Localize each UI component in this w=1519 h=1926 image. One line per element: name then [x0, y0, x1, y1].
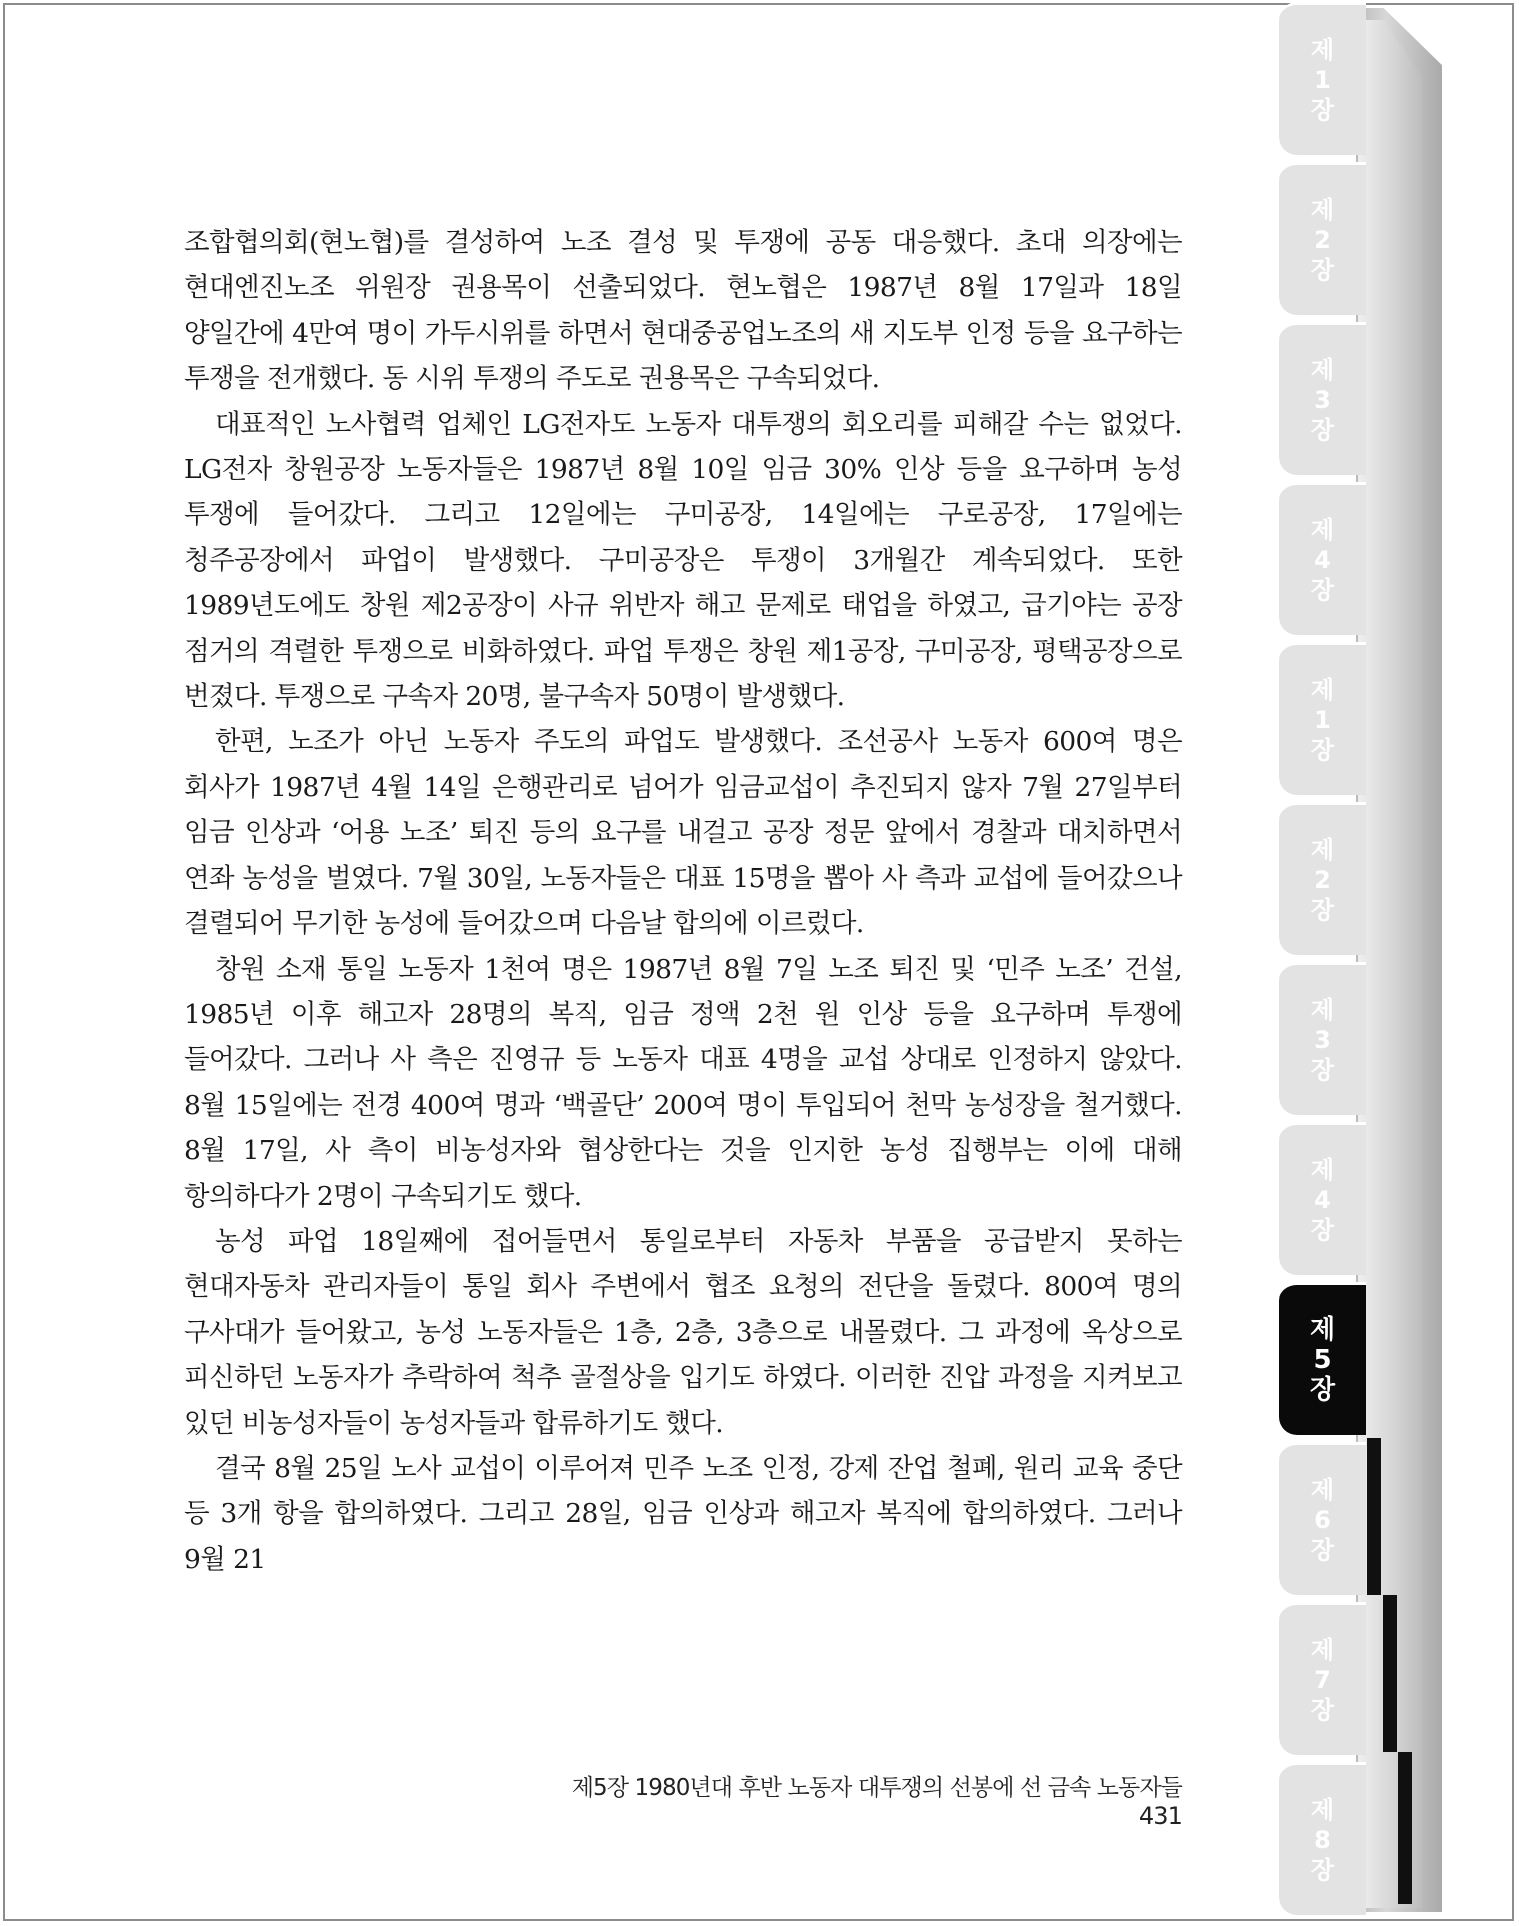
paragraph: 한편, 노조가 아닌 노동자 주도의 파업도 발생했다. 조선공사 노동자 600여 명은 회사가 1987년 4월 14일 은행관리로 넘어가 임금교섭이 추진되지 않자 7월 27일부터 임금 인상과 ‘어용 노조’ 퇴진 등의 요구를 내걸고 공장 정문 앞에서 경찰과 대치하면서 연좌 농성을 벌였다. 7월 30일, 노동자들은 대표 15명을 뽑아 사 측과 교섭에 들어갔으나 결렬되어 무기한 농성에 들어갔으며 다음날 합의에 이르렀다. [184, 726, 1182, 940]
tab-label-number: 2 [1314, 226, 1331, 254]
tab-label-prefix: 제 [1310, 1636, 1335, 1664]
tab-label-prefix: 제 [1310, 1796, 1335, 1824]
edge-mark-2 [1383, 1595, 1397, 1752]
tab-chapter-3b[interactable] [1279, 962, 1366, 1115]
edge-mark-3 [1398, 1752, 1412, 1904]
tab-label-prefix: 제 [1310, 1476, 1335, 1504]
edge-mark-1 [1367, 1438, 1381, 1595]
tab-chapter-6[interactable] [1279, 1442, 1366, 1595]
paragraph: 조합협의회(현노협)를 결성하여 노조 결성 및 투쟁에 공동 대응했다. 초대 의장에는 현대엔진노조 위원장 권용목이 선출되었다. 현노협은 1987년 8월 17일과 18일 양일간에 4만여 명이 가두시위를 하면서 현대중공업노조의 새 지도부 인정 등을 요구하는 투쟁을 전개했다. 동 시위 투쟁의 주도로 권용목은 구속되었다. [184, 227, 1182, 395]
tab-label-suffix: 장 [1310, 736, 1335, 764]
tab-chapter-1b[interactable] [1279, 642, 1366, 795]
tab-label-prefix: 제 [1310, 36, 1335, 64]
tab-label-prefix: 제 [1310, 996, 1335, 1024]
paragraph: 대표적인 노사협력 업체인 LG전자도 노동자 대투쟁의 회오리를 피해갈 수는 없었다. LG전자 창원공장 노동자들은 1987년 8월 10일 임금 30% 인상 등을 요구하며 농성 투쟁에 들어갔다. 그리고 12일에는 구미공장, 14일에는 구로공장, 17일에는 청주공장에서 파업이 발생했다. 구미공장은 투쟁이 3개월간 계속되었다. 또한 1989년도에도 창원 제2공장이 사규 위반자 해고 문제로 태업을 하였고, 급기야는 공장 점거의 격렬한 투쟁으로 비화하였다. 파업 투쟁은 창원 제1공장, 구미공장, 평택공장으로 번졌다. 투쟁으로 구속자 20명, 불구속자 50명이 발생했다. [184, 408, 1182, 713]
tab-label-suffix: 장 [1310, 416, 1335, 444]
running-title: 제5장 1980년대 후반 노동자 대투쟁의 선봉에 선 금속 노동자들 [571, 1775, 1182, 1801]
tab-label-number: 8 [1314, 1826, 1331, 1854]
tab-label-prefix: 제 [1310, 196, 1335, 224]
page-number: 431 [1138, 1802, 1182, 1830]
tab-label-number: 4 [1314, 546, 1331, 574]
tab-label-suffix: 장 [1310, 1536, 1335, 1564]
tab-chapter-8[interactable] [1279, 1762, 1366, 1915]
tab-label-suffix: 장 [1310, 1696, 1335, 1724]
tab-label-prefix: 제 [1310, 356, 1335, 384]
tab-label-suffix: 장 [1309, 1375, 1336, 1405]
tab-label-number: 4 [1314, 1186, 1331, 1214]
tab-label-suffix: 장 [1310, 96, 1335, 124]
tab-label-number: 1 [1314, 66, 1331, 94]
tab-label-prefix: 제 [1310, 516, 1335, 544]
tab-label-suffix: 장 [1310, 576, 1335, 604]
tab-label-number: 3 [1314, 386, 1331, 414]
paragraph: 농성 파업 18일째에 접어들면서 통일로부터 자동차 부품을 공급받지 못하는 현대자동차 관리자들이 통일 회사 주변에서 협조 요청의 전단을 돌렸다. 800여 명의 구사대가 들어왔고, 농성 노동자들은 1층, 2층, 3층으로 내몰렸다. 그 과정에 옥상으로 피신하던 노동자가 추락하여 척추 골절상을 입기도 하였다. 이러한 진압 과정을 지켜보고 있던 비농성자들이 농성자들과 합류하기도 했다. [184, 1225, 1182, 1439]
tab-chapter-1[interactable] [1279, 2, 1366, 155]
tab-label-suffix: 장 [1310, 1056, 1335, 1084]
tab-label-prefix: 제 [1309, 1315, 1336, 1345]
tab-label-number: 6 [1314, 1506, 1331, 1534]
paragraph: 결국 8월 25일 노사 교섭이 이루어져 민주 노조 인정, 강제 잔업 철폐, 원리 교육 중단 등 3개 항을 합의하였다. 그리고 28일, 임금 인상과 해고자 복직에 합의하였다. 그러나 9월 21 [184, 1452, 1182, 1575]
page-footer [540, 1769, 1182, 1830]
tab-label-number: 7 [1314, 1666, 1331, 1694]
tab-chapter-5[interactable] [1279, 1282, 1366, 1435]
tab-chapter-3[interactable] [1279, 322, 1366, 475]
body-text [184, 220, 1182, 1582]
chapter-tabs [1279, 0, 1369, 1926]
tab-chapter-2[interactable] [1279, 162, 1366, 315]
tab-label-number: 1 [1314, 706, 1331, 734]
tab-chapter-7[interactable] [1279, 1602, 1366, 1755]
tab-label-suffix: 장 [1310, 1216, 1335, 1244]
paragraph: 창원 소재 통일 노동자 1천여 명은 1987년 8월 7일 노조 퇴진 및 ‘민주 노조’ 건설, 1985년 이후 해고자 28명의 복직, 임금 정액 2천 원 인상 등을 요구하며 투쟁에 들어갔다. 그러나 사 측은 진영규 등 노동자 대표 4명을 교섭 상대로 인정하지 않았다. 8월 15일에는 전경 400여 명과 ‘백골단’ 200여 명이 투입되어 천막 농성장을 철거했다. 8월 17일, 사 측이 비농성자와 협상한다는 것을 인지한 농성 집행부는 이에 대해 항의하다가 2명이 구속되기도 했다. [184, 953, 1182, 1212]
tab-label-suffix: 장 [1310, 896, 1335, 924]
tab-chapter-4[interactable] [1279, 482, 1366, 635]
tab-label-number: 3 [1314, 1026, 1331, 1054]
tab-label-prefix: 제 [1310, 836, 1335, 864]
tab-label-suffix: 장 [1310, 256, 1335, 284]
tab-label-suffix: 장 [1310, 1856, 1335, 1884]
tab-label-number: 5 [1313, 1345, 1332, 1375]
tab-label-prefix: 제 [1310, 676, 1335, 704]
tab-label-prefix: 제 [1310, 1156, 1335, 1184]
tab-chapter-4b[interactable] [1279, 1122, 1366, 1275]
tab-label-number: 2 [1314, 866, 1331, 894]
tab-chapter-2b[interactable] [1279, 802, 1366, 955]
